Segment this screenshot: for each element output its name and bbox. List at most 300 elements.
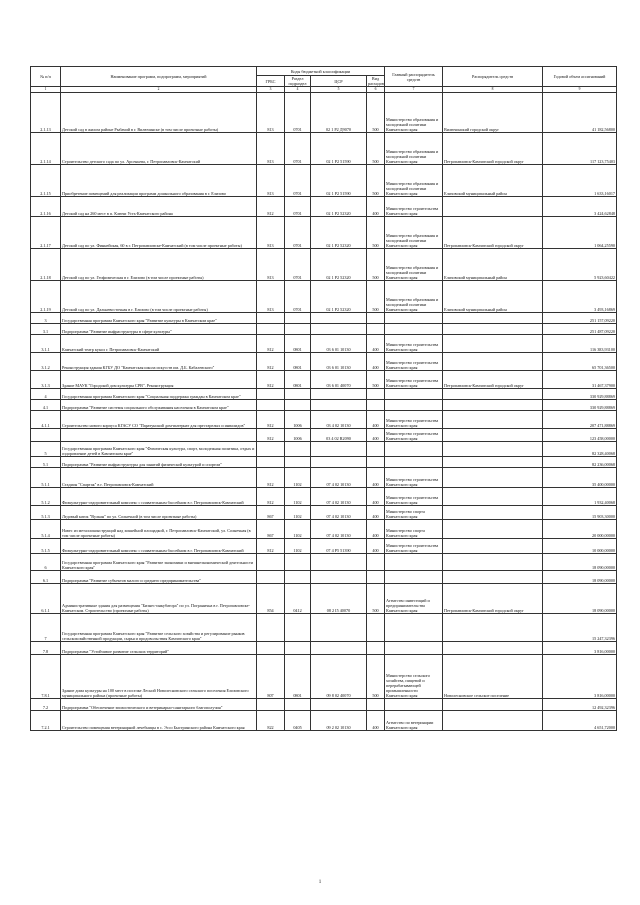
row-number: 2.1.18: [31, 249, 61, 281]
row-number: [31, 429, 61, 442]
row-csr: 07 4 02 10130: [311, 488, 367, 506]
row-razdel: [285, 324, 311, 335]
row-grbs: 812: [257, 468, 285, 488]
table-row: [31, 411, 617, 429]
row-name: Здание МАУК "Городской дом культуры СРВ". Реконструкция: [61, 371, 257, 389]
row-recipient: [443, 442, 543, 457]
row-number: 6.1.1: [31, 584, 61, 614]
row-csr: [311, 400, 367, 411]
table-row: [31, 335, 617, 353]
row-recipient: Петропавловск-Камчатский городской округ: [443, 584, 543, 614]
row-number: 3: [31, 313, 61, 324]
row-recipient: [443, 429, 543, 442]
row-vr: 500: [367, 165, 385, 197]
row-volume: 18 090,00000: [543, 571, 617, 584]
row-vr: 400: [367, 488, 385, 506]
row-number: 5.1.2: [31, 488, 61, 506]
row-name: Камчатский театр кукол г. Петропавловск-Камчатский: [61, 335, 257, 353]
row-number: 5.1.5: [31, 539, 61, 554]
row-number: 7.8: [31, 642, 61, 655]
row-razdel: [285, 442, 311, 457]
budget-table: [30, 66, 617, 731]
row-number: 2.1.15: [31, 165, 61, 197]
table-row: [31, 571, 617, 584]
row-number: 6.1: [31, 571, 61, 584]
header-vr: Вид расходов: [368, 76, 384, 86]
row-vr: 500: [367, 217, 385, 249]
row-main-manager: Министерство образования и молодежной политики Камчатского края: [385, 249, 443, 281]
row-csr: [311, 324, 367, 335]
row-csr: [311, 457, 367, 468]
row-main-manager: Министерство строительства Камчатского края: [385, 429, 443, 442]
row-number: 7.2: [31, 699, 61, 711]
row-volume: 41 182,56800: [543, 93, 617, 133]
row-number: 6: [31, 554, 61, 571]
row-recipient: Елизовский муниципальный район: [443, 165, 543, 197]
header-name: Наименование программ, подпрограмм, мероприятий: [61, 67, 257, 87]
row-grbs: [257, 442, 285, 457]
row-main-manager: Министерство спорта Камчатского края: [385, 520, 443, 539]
row-name: Государственная программа Камчатского края "Развитие сельского хозяйства и регулирование рынков сельскохозяйственной продукции, сырья и продовольствия Камчатского края": [61, 614, 257, 642]
row-volume: 117 123,75403: [543, 133, 617, 165]
row-csr: 07 4 P5 51390: [311, 539, 367, 554]
row-volume: 18 090,00000: [543, 554, 617, 571]
row-vr: 400: [367, 429, 385, 442]
row-name: Подпрограмма "Обеспечение эпизоотического и ветеринарно-санитарного благополучия": [61, 699, 257, 711]
row-grbs: [257, 324, 285, 335]
row-razdel: 1102: [285, 506, 311, 520]
table-row: [31, 353, 617, 371]
row-number: 7.2.1: [31, 711, 61, 731]
row-recipient: [443, 411, 543, 429]
row-name: Подпрограмма "Развитие субъектов малого и среднего предпринимательства": [61, 571, 257, 584]
row-grbs: [257, 571, 285, 584]
col-number: 1: [31, 87, 61, 93]
row-grbs: 812: [257, 353, 285, 371]
row-csr: 02 1 Р2 52320: [311, 217, 367, 249]
row-name: Стадион "Спартак" в г. Петропавловск-Камчатский: [61, 468, 257, 488]
row-vr: 500: [367, 281, 385, 313]
col-number: 3: [257, 87, 285, 93]
table-row: [31, 468, 617, 488]
table-row: [31, 281, 617, 313]
document-page: [30, 66, 616, 731]
row-number: 3.1.2: [31, 353, 61, 371]
header-grbs: ГРБС: [257, 76, 285, 87]
row-name: Здание дома культуры на 100 мест в поселке Лесной Новолесновского сельского поселения Елизовского муниципального района (проектные работы): [61, 655, 257, 699]
row-razdel: [285, 389, 311, 400]
row-vr: 400: [367, 411, 385, 429]
row-recipient: [443, 313, 543, 324]
row-csr: 02 1 Р2 51590: [311, 133, 367, 165]
row-csr: 09 8 02 40070: [311, 655, 367, 699]
row-volume: 123 458,00000: [543, 429, 617, 442]
row-recipient: Елизовский муниципальный район: [443, 249, 543, 281]
row-volume: 1 064,25590: [543, 217, 617, 249]
row-main-manager: Министерство строительства Камчатского края: [385, 468, 443, 488]
col-number: 2: [61, 87, 257, 93]
row-razdel: 0801: [285, 655, 311, 699]
row-recipient: [443, 389, 543, 400]
row-vr: 400: [367, 335, 385, 353]
row-name: Государственная программа Камчатского края "Развитие культуры в Камчатском крае": [61, 313, 257, 324]
row-vr: 400: [367, 197, 385, 217]
row-volume: 15 903,30000: [543, 506, 617, 520]
row-main-manager: [385, 699, 443, 711]
row-recipient: Новолесновское сельское поселение: [443, 655, 543, 699]
header-recip: Распорядитель средств: [443, 67, 543, 87]
row-csr: [311, 642, 367, 655]
row-main-manager: Министерство строительства Камчатского края: [385, 539, 443, 554]
row-grbs: [257, 457, 285, 468]
row-main-manager: Министерство образования и молодежной политики Камчатского края: [385, 133, 443, 165]
row-main-manager: Агентство по ветеринарии Камчатского края: [385, 711, 443, 731]
row-vr: [367, 313, 385, 324]
row-main-manager: [385, 442, 443, 457]
row-recipient: [443, 468, 543, 488]
row-grbs: 867: [257, 506, 285, 520]
row-razdel: 1006: [285, 411, 311, 429]
row-vr: 500: [367, 93, 385, 133]
row-razdel: 0701: [285, 197, 311, 217]
table-row: [31, 520, 617, 539]
row-razdel: 1102: [285, 520, 311, 539]
row-name: Государственная программа Камчатского края "Развитие экономики и внешнеэкономической деятельности Камчатского края": [61, 554, 257, 571]
row-main-manager: Министерство образования и молодежной политики Камчатского края: [385, 217, 443, 249]
row-main-manager: Министерство спорта Камчатского края: [385, 506, 443, 520]
row-number: 5.1.4: [31, 520, 61, 539]
row-grbs: 812: [257, 539, 285, 554]
row-number: 5: [31, 442, 61, 457]
table-row: [31, 249, 617, 281]
table-row: [31, 584, 617, 614]
table-row: [31, 400, 617, 411]
row-volume: 31 467,37900: [543, 371, 617, 389]
table-row: [31, 506, 617, 520]
row-csr: 02 1 Р2 52320: [311, 197, 367, 217]
row-grbs: [257, 400, 285, 411]
row-number: 2.1.19: [31, 281, 61, 313]
table-row: [31, 442, 617, 457]
row-name: Строительство нового корпуса КГАСУ СО "Паратунский дом-интернат для престарелых и инвалидов": [61, 411, 257, 429]
row-volume: 3 816,00000: [543, 655, 617, 699]
row-number: 3.1: [31, 324, 61, 335]
row-name: Государственная программа Камчатского края "Физическая культура, спорт, молодежная политика, отдых и оздоровление детей в Камчатском крае": [61, 442, 257, 457]
row-razdel: [285, 642, 311, 655]
row-volume: 35 400,00000: [543, 468, 617, 488]
row-name: Строительство помещения ветеринарной лечебницы в с. Эссо Быстринского района Камчатского края: [61, 711, 257, 731]
row-razdel: 0412: [285, 584, 311, 614]
row-razdel: 0701: [285, 281, 311, 313]
row-grbs: [257, 642, 285, 655]
row-main-manager: [385, 324, 443, 335]
row-vr: 500: [367, 584, 385, 614]
row-main-manager: [385, 571, 443, 584]
row-main-manager: [385, 554, 443, 571]
row-csr: [311, 699, 367, 711]
row-vr: 400: [367, 539, 385, 554]
row-csr: 02 1 Р2 51590: [311, 165, 367, 197]
row-recipient: [443, 711, 543, 731]
row-volume: 82 328,40068: [543, 442, 617, 457]
row-grbs: 854: [257, 584, 285, 614]
row-csr: 07 4 02 10130: [311, 520, 367, 539]
row-vr: [367, 389, 385, 400]
row-volume: 65 701,36500: [543, 353, 617, 371]
row-razdel: 0701: [285, 249, 311, 281]
row-volume: 18 090,00000: [543, 584, 617, 614]
row-main-manager: [385, 642, 443, 655]
row-main-manager: Министерство образования и молодежной политики Камчатского края: [385, 281, 443, 313]
row-grbs: 813: [257, 165, 285, 197]
row-csr: 03 4 02 10130: [311, 411, 367, 429]
table-row: [31, 655, 617, 699]
row-name: Реконструкция здания КГБУ ДО "Камчатская школа искусств им. Д.Б. Кабалевского": [61, 353, 257, 371]
row-razdel: 0801: [285, 335, 311, 353]
row-razdel: [285, 699, 311, 711]
row-grbs: [257, 614, 285, 642]
row-recipient: [443, 506, 543, 520]
table-body: [31, 93, 617, 731]
row-main-manager: Министерство сельского хозяйства, пищевой и перерабатывающей промышленности Камчатского края: [385, 655, 443, 699]
row-number: 4: [31, 389, 61, 400]
row-recipient: Петропавловск-Камчатский городской округ: [443, 217, 543, 249]
row-volume: 1 932,40068: [543, 488, 617, 506]
row-volume: 3 493,16869: [543, 281, 617, 313]
row-main-manager: Министерство строительства Камчатского края: [385, 335, 443, 353]
row-grbs: 812: [257, 411, 285, 429]
table-row: [31, 217, 617, 249]
row-name: Детский сад на 260 мест в п. Ключи Усть-Камчатского района: [61, 197, 257, 217]
row-main-manager: [385, 457, 443, 468]
row-number: 3.1.3: [31, 371, 61, 389]
row-razdel: 1102: [285, 539, 311, 554]
row-grbs: 812: [257, 197, 285, 217]
row-grbs: [257, 389, 285, 400]
row-number: 4.1: [31, 400, 61, 411]
row-recipient: [443, 699, 543, 711]
row-name: Государственная программа Камчатского края "Социальная поддержка граждан в Камчатском крае": [61, 389, 257, 400]
row-vr: 500: [367, 655, 385, 699]
header-main: Главный распорядитель средств: [385, 67, 443, 87]
row-razdel: [285, 571, 311, 584]
row-volume: 4 651,72000: [543, 711, 617, 731]
row-recipient: [443, 457, 543, 468]
row-number: 5.1.3: [31, 506, 61, 520]
row-main-manager: Министерство образования и молодежной политики Камчатского края: [385, 165, 443, 197]
row-razdel: 0701: [285, 133, 311, 165]
table-row: [31, 614, 617, 642]
table-row: [31, 642, 617, 655]
row-volume: 3 816,00000: [543, 642, 617, 655]
row-number: 7: [31, 614, 61, 642]
row-recipient: Петропавловск-Камчатский городской округ: [443, 133, 543, 165]
row-csr: 03 4 02 R2090: [311, 429, 367, 442]
row-name: Подпрограмма "Развитие системы социального обслуживания населения в Камчатском крае": [61, 400, 257, 411]
row-volume: 330 929,88869: [543, 400, 617, 411]
row-main-manager: [385, 389, 443, 400]
row-name: Навес из металлоконструкций над хоккейной площадкой, г. Петропавловск-Камчатский, ул. Солнечная (в том числе проектные работы): [61, 520, 257, 539]
row-main-manager: Министерство строительства Камчатского края: [385, 488, 443, 506]
row-main-manager: [385, 614, 443, 642]
row-csr: [311, 614, 367, 642]
row-volume: 12 492,32396: [543, 699, 617, 711]
row-grbs: 822: [257, 711, 285, 731]
row-number: 2.1.14: [31, 133, 61, 165]
row-name: Строительство детского сада по ул. Арсеньева, г. Петропавловск-Камчатский: [61, 133, 257, 165]
row-grbs: 813: [257, 93, 285, 133]
row-razdel: [285, 400, 311, 411]
table-row: [31, 324, 617, 335]
table-row: [31, 371, 617, 389]
row-volume: 10 000,00000: [543, 539, 617, 554]
row-recipient: Елизовский муниципальный район: [443, 281, 543, 313]
table-row: [31, 457, 617, 468]
table-row: [31, 539, 617, 554]
row-main-manager: [385, 313, 443, 324]
row-csr: 02 1 Р2 52320: [311, 281, 367, 313]
row-vr: [367, 400, 385, 411]
row-volume: 330 929,88869: [543, 389, 617, 400]
row-recipient: [443, 353, 543, 371]
row-recipient: [443, 335, 543, 353]
row-razdel: 0701: [285, 217, 311, 249]
row-vr: 400: [367, 711, 385, 731]
row-recipient: [443, 571, 543, 584]
row-razdel: [285, 614, 311, 642]
row-vr: [367, 614, 385, 642]
row-razdel: 0701: [285, 165, 311, 197]
row-razdel: 1102: [285, 488, 311, 506]
row-volume: 116 383,93100: [543, 335, 617, 353]
row-name: Подпрограмма "Развитие инфраструктуры в сфере культуры": [61, 324, 257, 335]
row-razdel: [285, 554, 311, 571]
row-vr: [367, 442, 385, 457]
row-main-manager: Министерство образования и молодежной политики Камчатского края: [385, 93, 443, 133]
row-grbs: 812: [257, 371, 285, 389]
row-name: Детский сад по ул. Дальневосточная в г. Елизово (в том числе проектные работы): [61, 281, 257, 313]
row-name: Физкультурно-оздоровительный комплекс с плавательным бассейном в г. Петропавловск-Камчатский: [61, 539, 257, 554]
header-volume: Годовой объем ассигнований: [543, 67, 617, 87]
row-main-manager: Министерство строительства Камчатского края: [385, 197, 443, 217]
row-grbs: 807: [257, 655, 285, 699]
row-main-manager: Агентство инвестиций и предпринимательства Камчатского края: [385, 584, 443, 614]
row-vr: 400: [367, 506, 385, 520]
row-name: Подпрограмма "Устойчивое развитие сельских территорий": [61, 642, 257, 655]
row-csr: 03 6 01 10130: [311, 353, 367, 371]
row-number: 5.1: [31, 457, 61, 468]
row-razdel: 0801: [285, 353, 311, 371]
table-row: [31, 197, 617, 217]
row-recipient: [443, 197, 543, 217]
row-name: Физкультурно-оздоровительный комплекс с плавательным бассейном в г. Петропавловск-Камчатский: [61, 488, 257, 506]
table-row: [31, 488, 617, 506]
row-name: Ледовый каток "Вулкан" по ул. Солнечной (в том числе проектные работы): [61, 506, 257, 520]
row-main-manager: Министерство строительства Камчатского края: [385, 371, 443, 389]
row-csr: 07 4 02 10130: [311, 506, 367, 520]
row-volume: 5 923,60422: [543, 249, 617, 281]
row-name: [61, 429, 257, 442]
row-volume: 20 000,00000: [543, 520, 617, 539]
row-volume: 207 471,88869: [543, 411, 617, 429]
row-volume: 251 157,09220: [543, 313, 617, 324]
header-num: № п/п: [31, 67, 61, 87]
row-razdel: 0405: [285, 711, 311, 731]
header-csr: ЦСР: [311, 76, 367, 87]
row-grbs: 813: [257, 217, 285, 249]
table-row: [31, 133, 617, 165]
row-csr: 09 2 02 10130: [311, 711, 367, 731]
table-row: [31, 699, 617, 711]
col-number: 7: [385, 87, 443, 93]
row-csr: 03 6 01 10130: [311, 335, 367, 353]
row-recipient: [443, 324, 543, 335]
row-number: 2.1.17: [31, 217, 61, 249]
row-csr: [311, 554, 367, 571]
row-name: Детский сад по ул. Геофизическая в г. Елизово (в том числе проектные работы): [61, 249, 257, 281]
row-razdel: 0701: [285, 93, 311, 133]
col-number: 8: [443, 87, 543, 93]
row-grbs: 812: [257, 335, 285, 353]
page-number: 1: [318, 880, 322, 885]
row-razdel: 0801: [285, 371, 311, 389]
row-csr: [311, 313, 367, 324]
row-grbs: 813: [257, 133, 285, 165]
row-recipient: [443, 554, 543, 571]
row-razdel: 1102: [285, 468, 311, 488]
row-volume: 3 424,62848: [543, 197, 617, 217]
row-vr: 400: [367, 520, 385, 539]
row-vr: [367, 699, 385, 711]
row-number: 3.1.1: [31, 335, 61, 353]
row-number: 2.1.13: [31, 93, 61, 133]
table-row: [31, 389, 617, 400]
row-volume: 15 247,32396: [543, 614, 617, 642]
row-csr: [311, 571, 367, 584]
header-codes: Коды бюджетной классификации: [257, 67, 385, 76]
col-number: 6: [367, 87, 385, 93]
row-vr: [367, 554, 385, 571]
row-number: 2.1.16: [31, 197, 61, 217]
row-recipient: [443, 488, 543, 506]
row-csr: 08 2 I5 40070: [311, 584, 367, 614]
row-csr: 02 1 Р2 Д9070: [311, 93, 367, 133]
row-number: 5.1.1: [31, 468, 61, 488]
row-number: 4.1.1: [31, 411, 61, 429]
table-row: [31, 313, 617, 324]
row-vr: 500: [367, 133, 385, 165]
row-vr: [367, 457, 385, 468]
row-grbs: [257, 699, 285, 711]
row-recipient: Вилючинский городской округ: [443, 93, 543, 133]
row-razdel: 1006: [285, 429, 311, 442]
table-row: [31, 165, 617, 197]
row-grbs: 813: [257, 249, 285, 281]
row-csr: [311, 389, 367, 400]
row-csr: 03 6 01 40070: [311, 371, 367, 389]
col-number: 5: [311, 87, 367, 93]
row-name: Подпрограмма "Развитие инфраструктуры для занятий физической культурой и спортом": [61, 457, 257, 468]
row-recipient: [443, 539, 543, 554]
row-volume: 251 487,09220: [543, 324, 617, 335]
row-vr: 400: [367, 353, 385, 371]
row-vr: 400: [367, 468, 385, 488]
row-csr: 02 1 Р2 52320: [311, 249, 367, 281]
row-volume: 82 236,00068: [543, 457, 617, 468]
row-name: Административные здания для размещения "Бизнес-инкубатора" по ул. Погранична в г. Петропавловске-Камчатском. Строительство (проектные работы): [61, 584, 257, 614]
col-number: 4: [285, 87, 311, 93]
row-recipient: [443, 520, 543, 539]
